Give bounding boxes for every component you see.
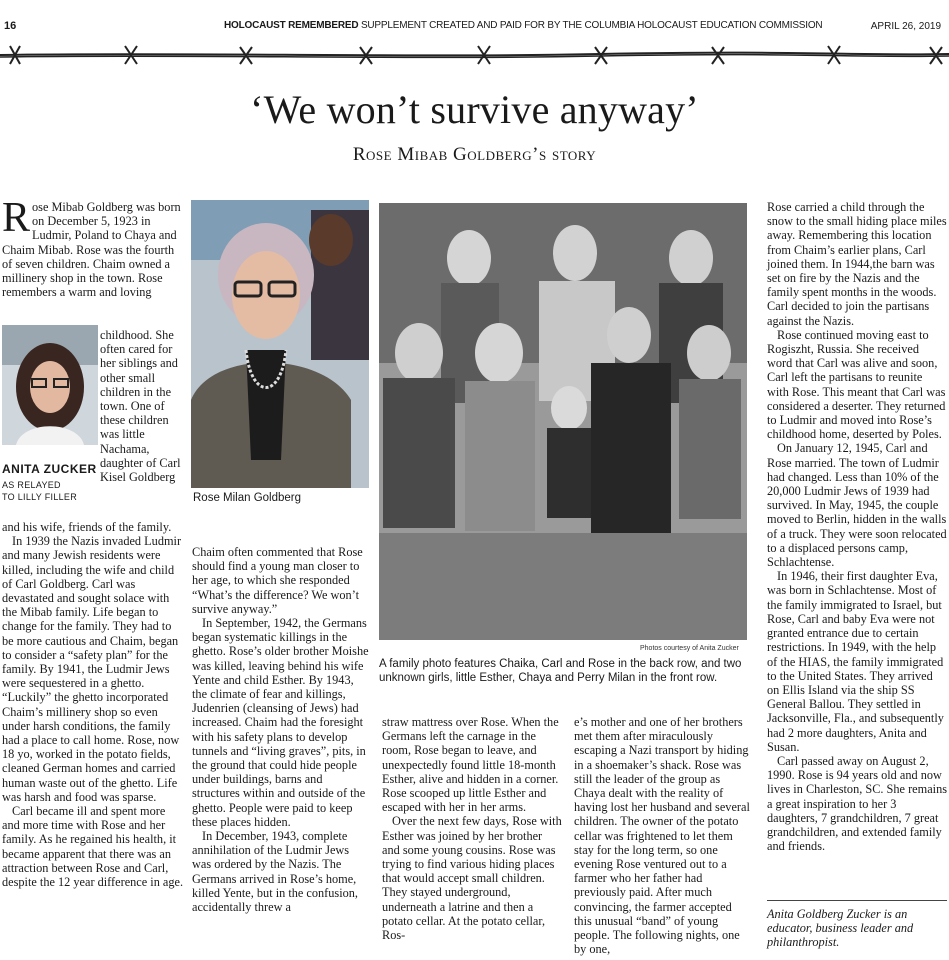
paragraph: Carl became ill and spent more and more time with Rose and her family. As he regained his health, it became apparent that there was an attraction between Rose and Carl, despite the 12 year difference in age. [2,804,184,890]
paragraph: In 1939 the Nazis invaded Ludmir and many Jewish residents were killed, including the wife and child of Carl Goldberg. Carl was devastated and sought solace with the Mibab family. Life began to change for the family. They had to be more cautious and Chaim, began to consider a “safety plan” for the family. By 1941, the Ludmir Jews were sequestered in a ghetto. “Luckily” the ghetto incorporated Chaim’s millinery shop so even under harsh conditions, the family had a place to call home. Rose, now 18 yo, worked in the potato fields, cleaned German homes and carried human waste out of the ghetto. Life was harsh and food was sparse. [2,534,182,804]
headline: ‘We won’t survive anyway’ [250,87,699,132]
paragraph: childhood. She often cared for her siblings and other small children in the town. One of these children was little Nachama, daughter of Carl Kisel Goldberg [100,328,181,485]
subheadline: Rose Mibab Goldberg’s story [352,144,597,165]
paragraph: Rose carried a child through the snow to the small hiding place miles away. Remembering this location from Chaim’s earlier plans, Carl joined them. In 1944,the barn was set on fire by the Nazis and the family spent months in the woods. Carl decided to join the partisans against the Nazis. [767,200,947,328]
byline-headshot [2,325,98,445]
article-column-4 [574,715,750,956]
rose-portrait-photo [191,200,369,488]
paragraph: Rose continued moving east to Rogiszht, Russia. She received word that Carl was alive and soon, Carl left the partisans to reunite with Rose. This meant that Carl was considered a deserter. They returned to Ludmir and moved into Rose’s childhood home, deserted by Poles. [767,327,946,442]
publication-date: APRIL 26, 2019 [870,21,941,32]
paragraph: Chaim often commented that Rose should find a young man closer to her age, to which she responded “What’s the difference? We won’t survive anyway.” [192,545,363,616]
article-column-3 [382,715,562,942]
paragraph: In 1946, their first daughter Eva, was born in Schlachtense. Most of the family immigrated to Israel, but Rose, Carl and baby Eva were not granted entrance due to certain restrictions. In 1949, with the help of the HIAS, the family immigrated to the United States. They arrived on Ellis Island via the ship SS General Ballou. They settled in Jacksonville, Fla., and subsequently had 2 more daughters, Anita and Susan. [767,569,944,754]
paragraph: straw mattress over Rose. When the Germans left the carnage in the room, Rose began to leave, and unexpectedly found little 18-month Esther, alive and hidden in a corner. Rose scooped up little Esther and escaped with her in her arms. [382,715,559,815]
byline-name: ANITA ZUCKER [2,462,97,476]
family-photo-caption: A family photo features Chaika, Carl and Rose in the back row, and two unknown girls, little Esther, Chaya and Perry Milan in the front row. [379,658,742,684]
supplement-title: HOLOCAUST REMEMBERED [224,20,359,31]
paragraph: In September, 1942, the Germans began systematic killings in the ghetto. Rose’s older brother Moishe was killed, leaving behind his wife Yente and child Esther. By 1943, the climate of fear and killings, Judenrien (cleansing of Jews) had increased. Chaim had the foresight with his safety plans to develop tunnels and “living graves”, pits, in the ground that could hide people under buildings, barns and structures within and outside of the ghetto. People were paid to keep these places hidden. [192,616,369,829]
article-column-1-wrap [100,328,184,484]
byline-relayed-to: TO LILLY FILLER [2,492,78,502]
paragraph: Over the next few days, Rose with Esther was joined by her brother and some young cousins. Rose was trying to find various hiding places that would accept small children. They stayed underground, underneath a latrine and then a potato cellar. At the potato cellar, Ros- [382,814,562,943]
family-photo [379,203,747,640]
supplement-subtitle: SUPPLEMENT CREATED AND PAID FOR BY THE COLUMBIA HOLOCAUST EDUCATION COMMISSION [360,20,823,31]
byline-relayed: AS RELAYED [2,480,61,490]
page-number: 16 [4,20,17,32]
paragraph: On January 12, 1945, Carl and Rose married. The town of Ludmir had changed. Less than 10% of the 20,000 Ludmir Jews of 1939 had survived. In May, 1945, the couple moved to Berlin, hidden in the walls of a truck. They were soon relocated to a displaced persons camp, Schlachtense. [767,441,947,570]
article-column-1 [2,195,185,300]
paragraph: e’s mother and one of her brothers met them after miraculously escaping a Nazi transport by hiding in a shoemaker’s shack. Rose was still the leader of the group as Chaya dealt with the reality of having lost her husband and several children. The owner of the potato cellar was frightened to let them stay for the long term, so one evening Rose ventured out to a farmer who her father had previously paid. After much convincing, the farmer accepted this unusual “band” of young people. The following nights, one by one, [574,715,750,957]
drop-cap: R [2,195,31,241]
rose-portrait-caption: Rose Milan Goldberg [193,492,302,504]
paragraph: Rose Mibab Goldberg was born on December 5, 1923 in Ludmir, Poland to Chaya and Chaim Mibab. Rose was the fourth of seven children. Chaim owned a millinery shop in the town. Rose remembers a warm and loving [2,195,181,300]
paragraph: Carl passed away on August 2, 1990. Rose is 94 years old and now lives in Charleston, SC. She remains a great inspiration to her 3 daughters, 7 grandchildren, 7 great grandchildren, and extended family and friends. [767,753,947,854]
author-bio: Anita Goldberg Zucker is an educator, business leader and philanthropist. [767,907,914,950]
bio-divider [767,900,947,901]
paragraph: In December, 1943, complete annihilation of the Ludmir Jews was ordered by the Nazis. The Germans arrived in Rose’s home, killed Yente, but in the confusion, accidentally threw a [192,829,358,915]
article-column-1-continued [2,520,185,889]
paragraph: and his wife, friends of the family. [2,520,172,534]
article-column-2 [192,545,370,914]
article-column-5 [767,200,947,853]
supplement-banner [224,20,822,31]
photo-credit: Photos courtesy of Anita Zucker [640,645,739,652]
barbed-wire-graphic [0,34,949,74]
